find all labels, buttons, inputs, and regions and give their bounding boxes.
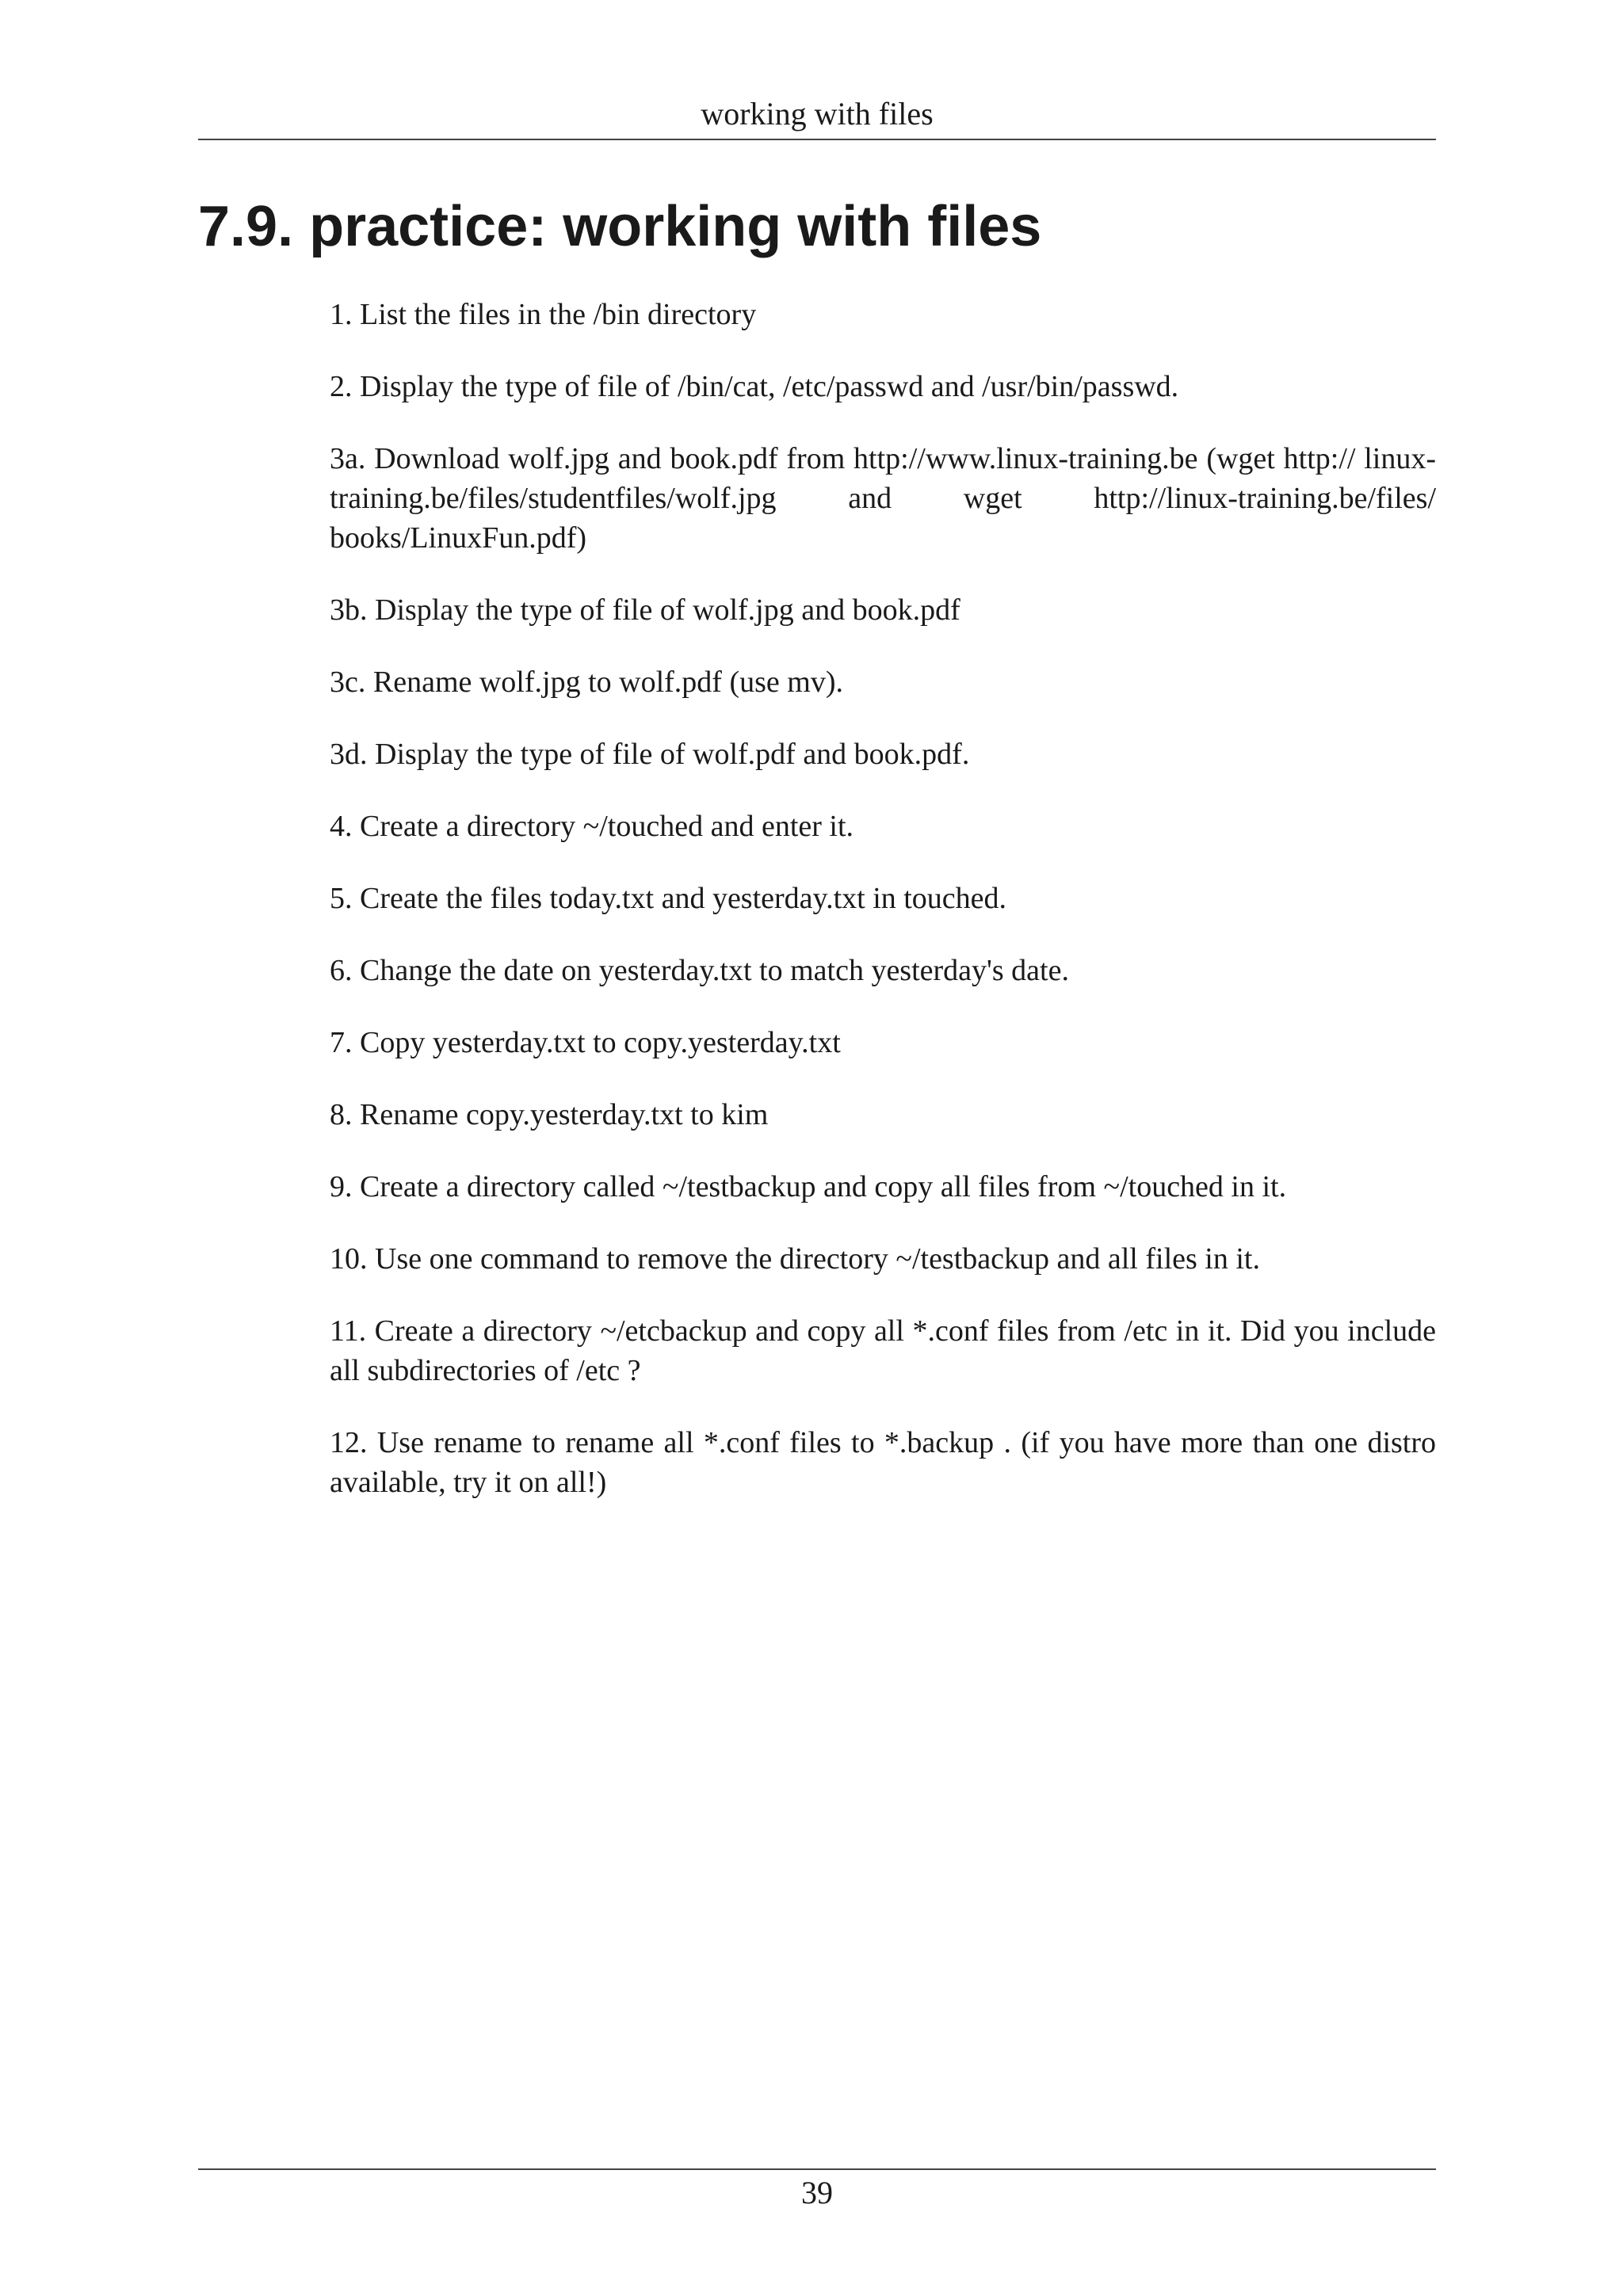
exercise-item: 5. Create the files today.txt and yesterday.txt in touched. [330,882,1007,915]
exercise-item: 11. Create a directory ~/etcbackup and copy all *.conf files from /etc in it. Did you include all subdirectories of /etc ? [330,1314,1436,1387]
exercise-item: 6. Change the date on yesterday.txt to match yesterday's date. [330,954,1069,987]
exercise-item: 3c. Rename wolf.jpg to wolf.pdf (use mv). [330,666,843,699]
exercise-item: 1. List the files in the /bin directory [330,298,757,331]
header-rule [198,139,1436,140]
exercise-list [330,295,1436,1535]
exercise-item: 3b. Display the type of file of wolf.jpg and book.pdf [330,593,960,627]
exercise-item: 8. Rename copy.yesterday.txt to kim [330,1098,769,1131]
exercise-item: 12. Use rename to rename all *.conf files to *.backup . (if you have more than one distro available, try it on all!) [330,1426,1436,1499]
exercise-item: 7. Copy yesterday.txt to copy.yesterday.txt [330,1026,841,1059]
page-number: 39 [801,2175,833,2210]
running-header: working with files [701,96,934,132]
section-title: 7.9. practice: working with files [198,195,1042,258]
exercise-item: 10. Use one command to remove the directory ~/testbackup and all files in it. [330,1242,1260,1276]
exercise-item: 9. Create a directory called ~/testbackup and copy all files from ~/touched in it. [330,1170,1287,1203]
exercise-item: 2. Display the type of file of /bin/cat, /etc/passwd and /usr/bin/passwd. [330,370,1179,403]
exercise-item: 4. Create a directory ~/touched and enter it. [330,810,854,843]
exercise-item: 3a. Download wolf.jpg and book.pdf from http://www.linux-training.be (wget http:// linux-training.be/files/studentfiles/wolf.jpg and wget http://linux-training.be/files/ books/LinuxFun.pdf) [330,442,1436,555]
exercise-item: 3d. Display the type of file of wolf.pdf and book.pdf. [330,738,970,771]
footer-rule [198,2168,1436,2170]
